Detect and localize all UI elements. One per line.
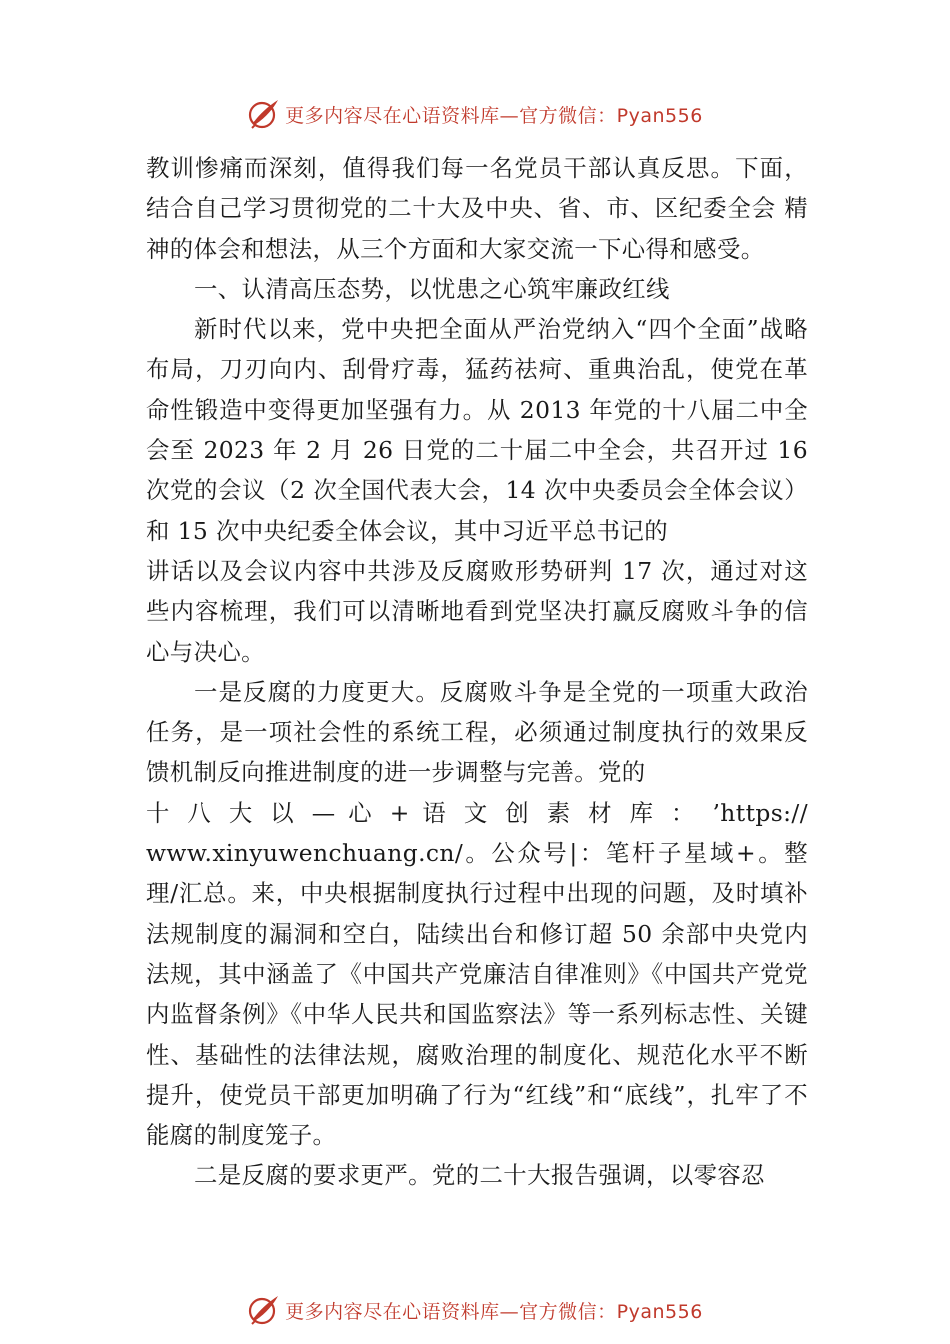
section-heading-1: 一、认清高压态势，以忧患之心筑牢廉政红线 bbox=[194, 274, 670, 303]
paragraph-point-2: 二是反腐的要求更严。党的二十大报告强调，以零容忍 bbox=[194, 1161, 765, 1190]
header-wechat-id: Pyan556 bbox=[616, 104, 703, 127]
paragraph-point-1: 一是反腐的力度更大。反腐败斗争是全党的一项重大政治任务，是一项社会性的系统工程，必须通过制度执行的效果反馈机制反向推进制度的进一步调整与完善。党的 bbox=[146, 677, 808, 787]
quill-logo-icon bbox=[247, 97, 281, 131]
header-banner-text: 更多内容尽在心语资料库—官方微信： bbox=[285, 104, 617, 127]
paragraph-speech: 讲话以及会议内容中共涉及反腐败形势研判 17 次，通过对这些内容梳理，我们可以清晰地看到党坚决打赢反腐败斗争的信心与决心。 bbox=[146, 556, 808, 666]
watermark-line: 十 八 大 以 — 心 + 语 文 创 素 材 库 ： ’https:// bbox=[146, 798, 808, 827]
document-body bbox=[146, 148, 808, 1196]
paragraph-regulations: www.xinyuwenchuang.cn/。公众号|：笔杆子星域+。整理/汇总。来，中央根据制度执行过程中出现的问题，及时填补法规制度的漏洞和空白，陆续出台和修订超 50 余部中央党内法规，其中涵盖了《中国共产党廉洁自律准则》《中国共产党党内监督条例》《中华人民共和国监察法》等一系列标志性、关键性、基础性的法律法规，腐败治理的制度化、规范化水平不断提升，使党员干部更加明确了行为“红线”和“底线”，扎牢了不能腐的制度笼子。 bbox=[146, 839, 808, 1150]
quill-logo-icon bbox=[247, 1293, 281, 1327]
paragraph-new-era: 新时代以来，党中央把全面从严治党纳入“四个全面”战略布局，刀刃向内、刮骨疗毒，猛药祛疴、重典治乱，使党在革命性锻造中变得更加坚强有力。从 2013 年党的十八届二中全会至 2023 年 2 月 26 日党的二十届二中全会，共召开过 16 次党的会议（2 次全国代表大会，14 次中央委员会全体会议）和 15 次中央纪委全体会议，其中习近平总书记的 bbox=[146, 315, 808, 545]
footer-banner-text: 更多内容尽在心语资料库—官方微信： bbox=[285, 1300, 617, 1323]
header-banner bbox=[0, 94, 950, 134]
footer-wechat-id: Pyan556 bbox=[616, 1300, 703, 1323]
paragraph-intro: 教训惨痛而深刻，值得我们每一名党员干部认真反思。下面，结合自己学习贯彻党的二十大及中央、省、市、区纪委全会 精神的体会和想法，从三个方面和大家交流一下心得和感受。 bbox=[146, 154, 808, 263]
footer-banner bbox=[0, 1290, 950, 1330]
